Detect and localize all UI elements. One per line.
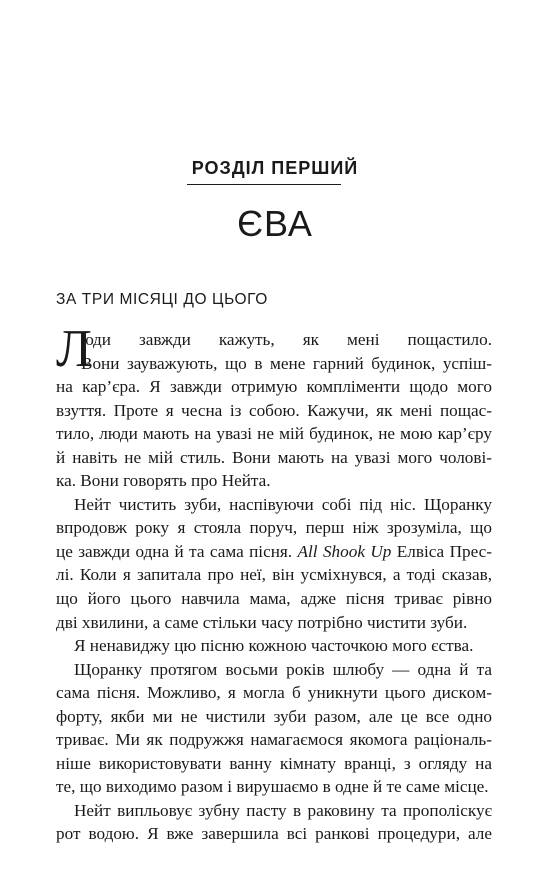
body-text — [56, 328, 492, 846]
text-line: на кар’єра. Я завжди отримую компліменти щодо мого — [56, 377, 492, 397]
text-line: Я ненавиджу цю пісню кожною часточкою мого єства. — [74, 636, 474, 656]
text-line: триває. Ми як подружжя намагаємося якомога раціональ- — [56, 730, 492, 750]
text-line: те, що виходимо разом і вирушаємо в одне й те саме місце. — [56, 777, 489, 797]
text-fragment: це завжди одна й та сама пісня. — [56, 541, 298, 561]
text-line: сама пісня. Можливо, я могла б уникнути цього дискoм- — [56, 683, 492, 703]
chapter-title: ЄВА — [237, 203, 313, 244]
text-line: Нейт чистить зуби, наспівуючи собі під ніс. Щоранку — [74, 494, 492, 514]
song-title: All Shook Up — [297, 541, 392, 561]
drop-cap: Л — [56, 320, 92, 378]
text-line: впродовж року я стояла поруч, перш ніж зрозуміла, що — [56, 518, 492, 538]
chapter-label: РОЗДІЛ ПЕРШИЙ — [191, 158, 359, 178]
text-line: що його цього навчила мама, адже пісня триває рівно — [56, 589, 492, 609]
text-line: ка. Вони говорять про Нейта. — [56, 471, 271, 491]
text-fragment: Елвіса Прес- — [391, 541, 492, 561]
text-line: ніше використовувати ванну кімнату вранці, з огляду на — [56, 753, 492, 773]
text-line: Вони зауважують, що в мене гарний будинок, успіш- — [81, 353, 492, 373]
text-line: юди завжди кажуть, як мені пощастило. — [81, 330, 492, 349]
text-line — [56, 540, 492, 564]
text-line: форту, якби ми не чистили зуби разом, але це все одно — [56, 706, 492, 726]
text-line: й навіть не мій стиль. Вони мають на увазі мого чолові- — [56, 447, 492, 467]
chapter-rule — [187, 184, 341, 185]
text-line: тило, люди мають на увазі не мій будинок, не мою кар’єру — [56, 424, 492, 444]
text-line: Нейт випльовує зубну пасту в раковину та прополіскує — [74, 800, 492, 820]
text-line: Щоранку протягом восьми років шлюбу — одна й та — [74, 659, 492, 679]
text-line: рот водою. Я вже завершила всі ранкові процедури, але — [56, 824, 492, 844]
text-line: лі. Коли я запитала про неї, він усміхнувся, а тоді сказав, — [56, 565, 492, 585]
section-heading: ЗА ТРИ МІСЯЦІ ДО ЦЬОГО — [56, 291, 268, 308]
text-line: взуття. Проте я чесна із собою. Кажучи, як мені пощас- — [56, 400, 492, 420]
text-line: дві хвилини, а саме стільки часу потрібно чистити зуби. — [56, 612, 468, 632]
